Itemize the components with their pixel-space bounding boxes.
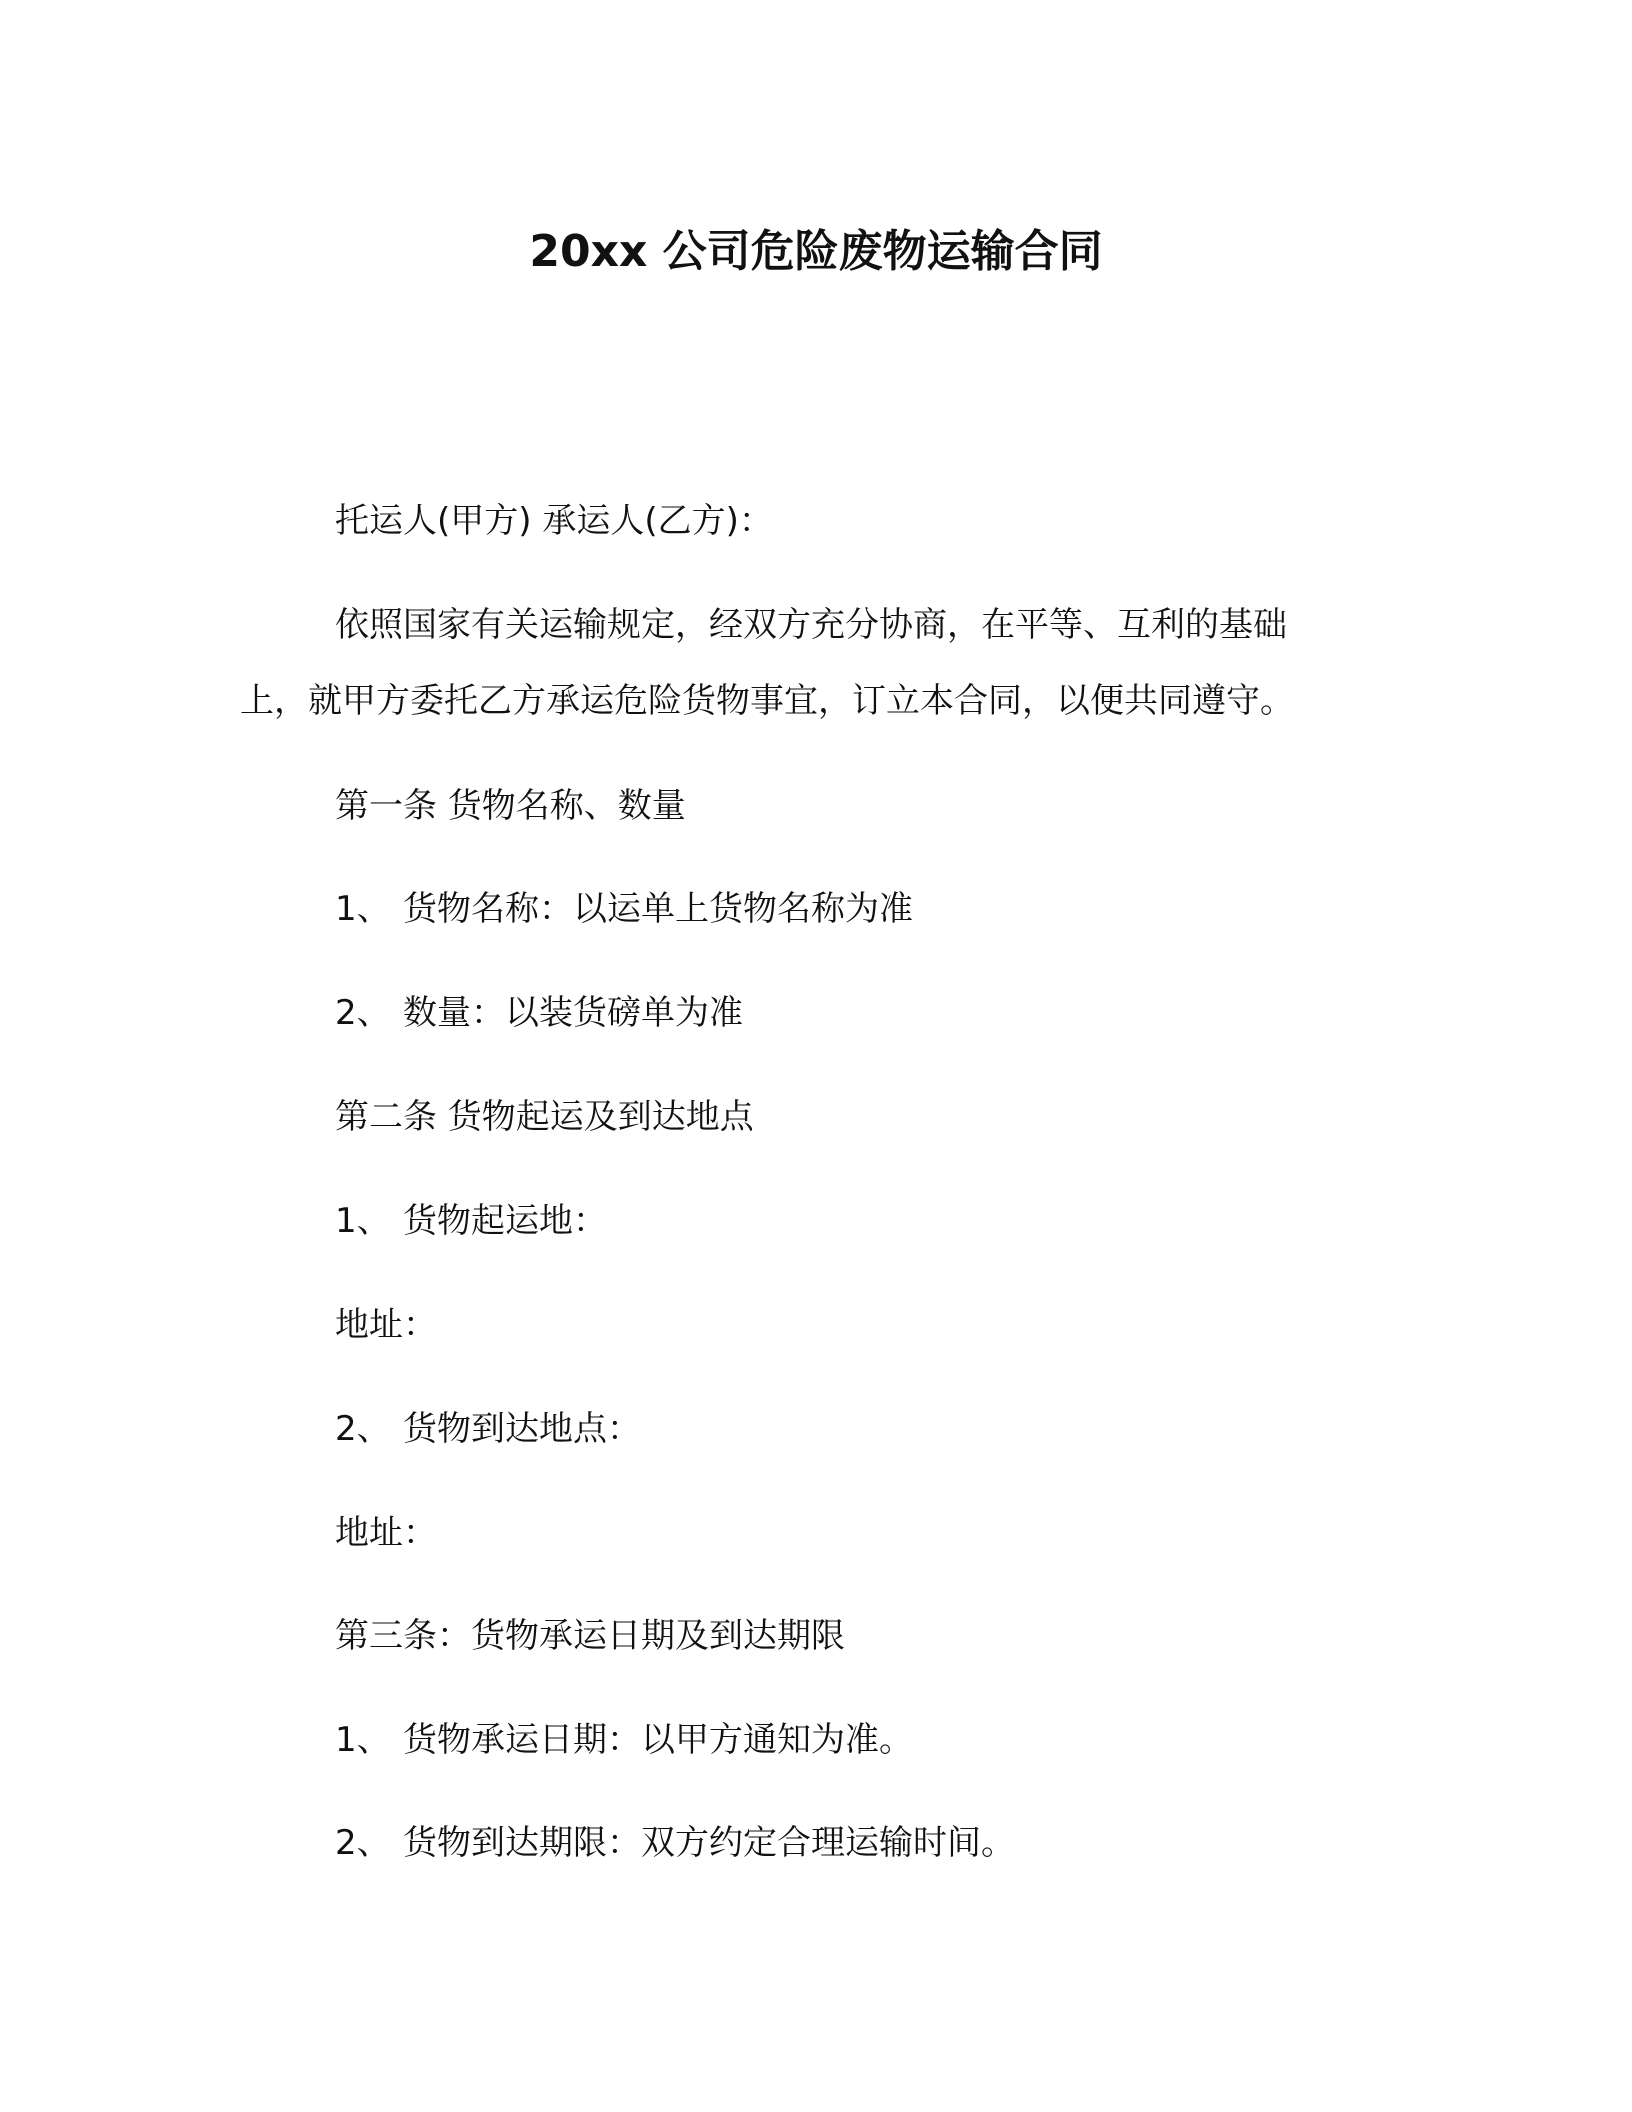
- item-number: 1、: [335, 1720, 391, 1760]
- item-number: 2、: [335, 993, 391, 1033]
- parties-line: 托运人(甲方) 承运人(乙方)：: [335, 501, 773, 541]
- article-2-address-1: 地址：: [335, 1305, 437, 1345]
- article-1-item-1: [335, 886, 913, 932]
- item-text: 货物到达地点：: [403, 1409, 641, 1449]
- article-1-heading: 第一条 货物名称、数量: [335, 786, 686, 826]
- article-2-address-2: 地址：: [335, 1513, 437, 1553]
- intro-line-2: 上，就甲方委托乙方承运危险货物事宜，订立本合同，以便共同遵守。: [240, 681, 1294, 721]
- article-3-heading: 第三条：货物承运日期及到达期限: [335, 1616, 845, 1656]
- item-number: 1、: [335, 1201, 391, 1241]
- article-2-heading: 第二条 货物起运及到达地点: [335, 1097, 754, 1137]
- article-3-item-2: [335, 1820, 1015, 1866]
- item-text: 数量：以装货磅单为准: [403, 993, 743, 1033]
- intro-line-1: 依照国家有关运输规定，经双方充分协商，在平等、互利的基础: [335, 605, 1287, 645]
- article-2-item-1: [335, 1198, 607, 1244]
- item-text: 货物到达期限：双方约定合理运输时间。: [403, 1823, 1015, 1863]
- item-text: 货物起运地：: [403, 1201, 607, 1241]
- article-3-item-1: [335, 1717, 913, 1763]
- document-title: 20xx 公司危险废物运输合同: [529, 226, 1103, 277]
- article-2-item-2: [335, 1406, 641, 1452]
- item-number: 2、: [335, 1823, 391, 1863]
- item-text: 货物承运日期：以甲方通知为准。: [403, 1720, 913, 1760]
- item-number: 1、: [335, 889, 391, 929]
- item-number: 2、: [335, 1409, 391, 1449]
- item-text: 货物名称：以运单上货物名称为准: [403, 889, 913, 929]
- article-1-item-2: [335, 990, 743, 1036]
